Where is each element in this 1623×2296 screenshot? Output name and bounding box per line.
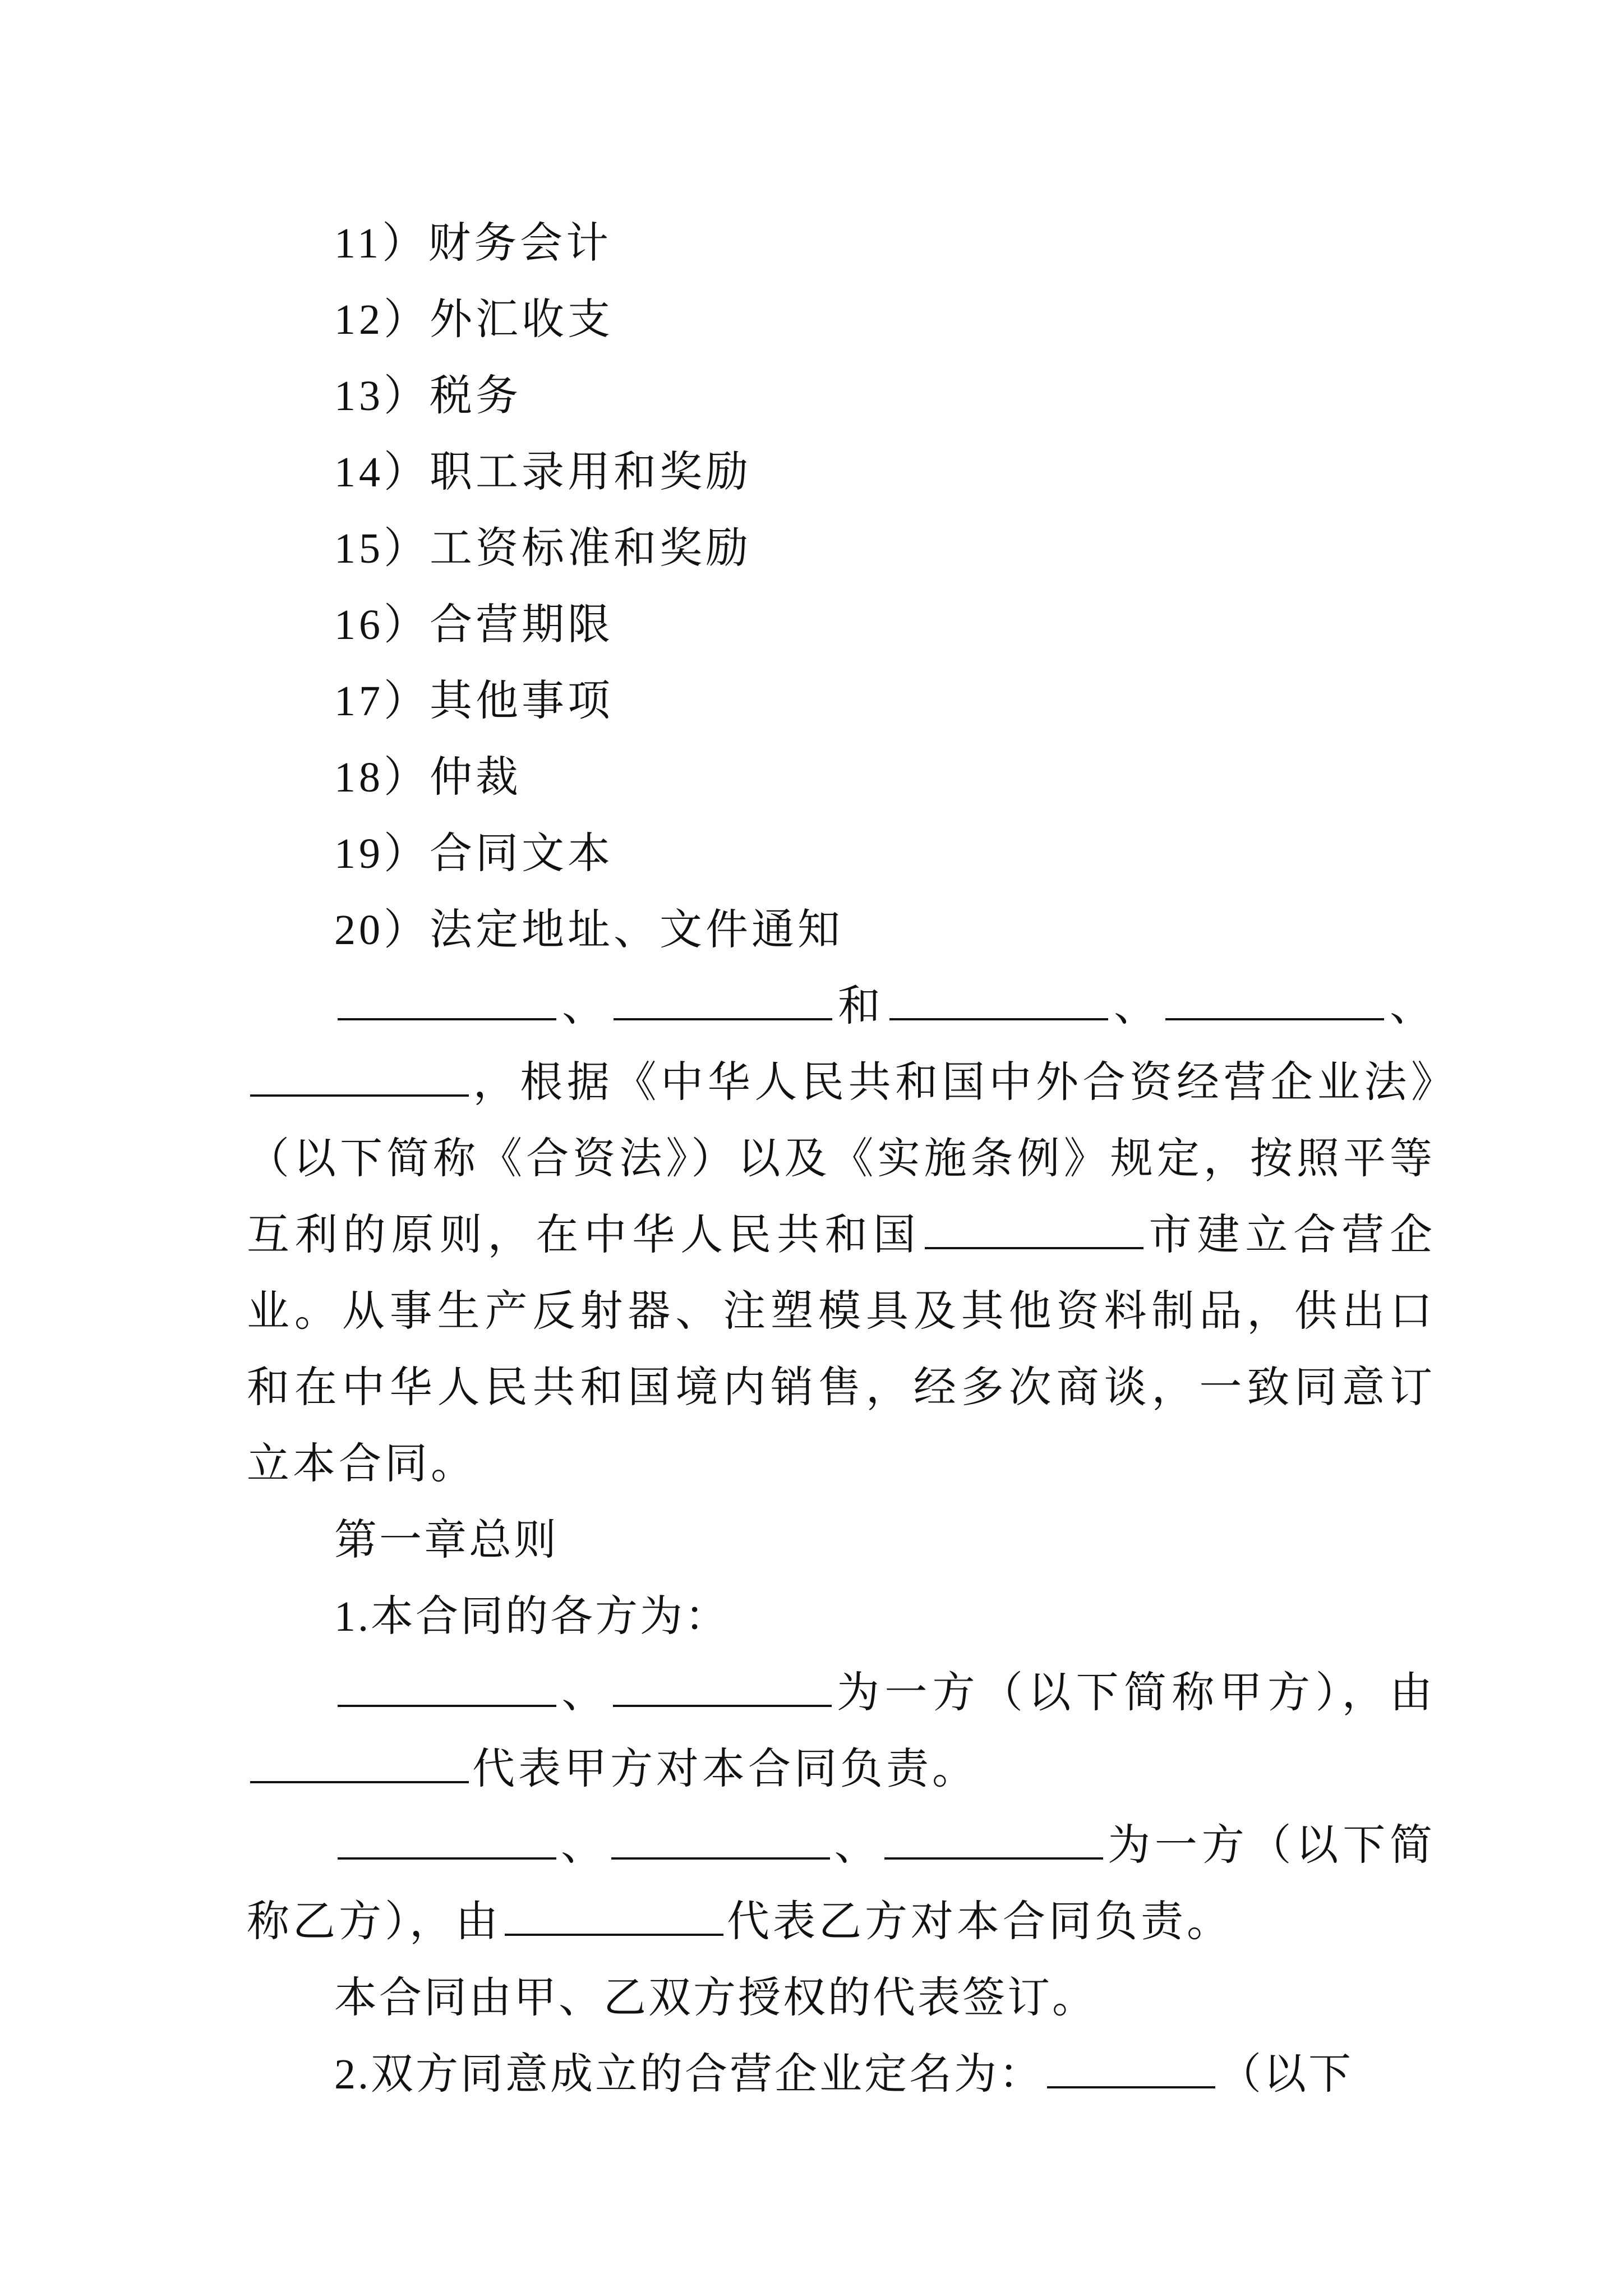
list-item [334, 434, 1436, 510]
list-item-text: 工资标准和奖励 [430, 525, 751, 572]
blank-field [505, 1894, 723, 1936]
blank-field [889, 979, 1108, 1020]
list-item-text: 仲裁 [430, 754, 522, 801]
list-item [334, 816, 1436, 892]
list-item [334, 282, 1436, 358]
list-item-number: 13） [334, 372, 430, 420]
blank-field [614, 979, 832, 1020]
list-item [334, 663, 1436, 739]
preamble-paragraph [247, 968, 1436, 1502]
separator: 、 [833, 1822, 882, 1869]
list-item-text: 外汇收支 [430, 296, 614, 343]
clause-1-title: 1.本合同的各方为： [334, 1593, 730, 1640]
list-item-text: 税务 [430, 372, 522, 420]
blank-field [925, 1208, 1144, 1249]
list-item-number: 19） [334, 830, 430, 877]
separator: 、 [560, 983, 610, 1030]
list-item-number: 11） [334, 220, 428, 267]
clause-2-tail: （以下 [1219, 2051, 1353, 2098]
blank-field [250, 1742, 469, 1783]
party-a-paragraph [247, 1655, 1436, 1807]
party-a-representative: 代表甲方对本合同负责。 [472, 1746, 978, 1793]
signing-statement: 本合同由甲、乙双方授权的代表签订。 [334, 1975, 1097, 2022]
list-item [334, 205, 1436, 282]
party-b-text: 为一方（以下简称乙方），由 [247, 1822, 1436, 1945]
list-item-number: 12） [334, 296, 430, 343]
list-item-number: 20） [334, 907, 430, 954]
blank-field [338, 979, 556, 1020]
separator: 、 [560, 1822, 608, 1869]
blank-field [338, 1818, 556, 1860]
preamble-text: ，根据《中华人民共和国中外合资经营企业法》（以下简称《合资法》）以及《实施条例》规定，按照平等互利的原则，在中华人民共和国 [247, 1059, 1436, 1259]
list-item-text: 法定地址、文件通知 [430, 907, 843, 954]
blank-field [250, 1055, 469, 1097]
party-a-text: 为一方（以下简称甲方），由 [834, 1669, 1436, 1717]
list-item [334, 358, 1436, 434]
separator: 、 [560, 1669, 610, 1717]
blank-field [1047, 2047, 1215, 2088]
conjunction: 和 [836, 983, 886, 1030]
separator: 、 [1112, 983, 1162, 1030]
list-item [334, 510, 1436, 587]
list-item-number: 17） [334, 678, 430, 725]
separator: 、 [1387, 983, 1436, 1030]
blank-field [1165, 979, 1384, 1020]
document-body [247, 205, 1436, 2113]
list-item-text: 其他事项 [430, 678, 614, 725]
list-item-number: 16） [334, 601, 430, 648]
list-item [334, 587, 1436, 663]
list-item-number: 14） [334, 449, 430, 496]
clause-2-text: 2.双方同意成立的合营企业定名为： [334, 2051, 1044, 2098]
chapter-heading: 第一章总则 [334, 1517, 559, 1564]
blank-field [884, 1818, 1103, 1860]
list-item-text: 合营期限 [430, 601, 614, 648]
blank-field [613, 1665, 832, 1707]
list-item-text: 合同文本 [430, 830, 614, 877]
preamble-text-continued: 市建立合营企业。从事生产反射器、注塑模具及其他资料制品，供出口和在中华人民共和国境内销售，经多次商谈，一致同意订立本合同。 [247, 1212, 1436, 1488]
list-item [334, 892, 1436, 968]
list-item-number: 15） [334, 525, 430, 572]
blank-field [611, 1818, 830, 1860]
list-item-number: 18） [334, 754, 430, 801]
blank-field [338, 1665, 556, 1707]
clause-2 [334, 2036, 1436, 2113]
party-b-representative: 代表乙方对本合同负责。 [727, 1898, 1233, 1945]
list-item-text: 职工录用和奖励 [430, 449, 751, 496]
list-item [334, 739, 1436, 816]
list-item-text: 财务会计 [428, 220, 612, 267]
party-b-paragraph [247, 1807, 1436, 1960]
